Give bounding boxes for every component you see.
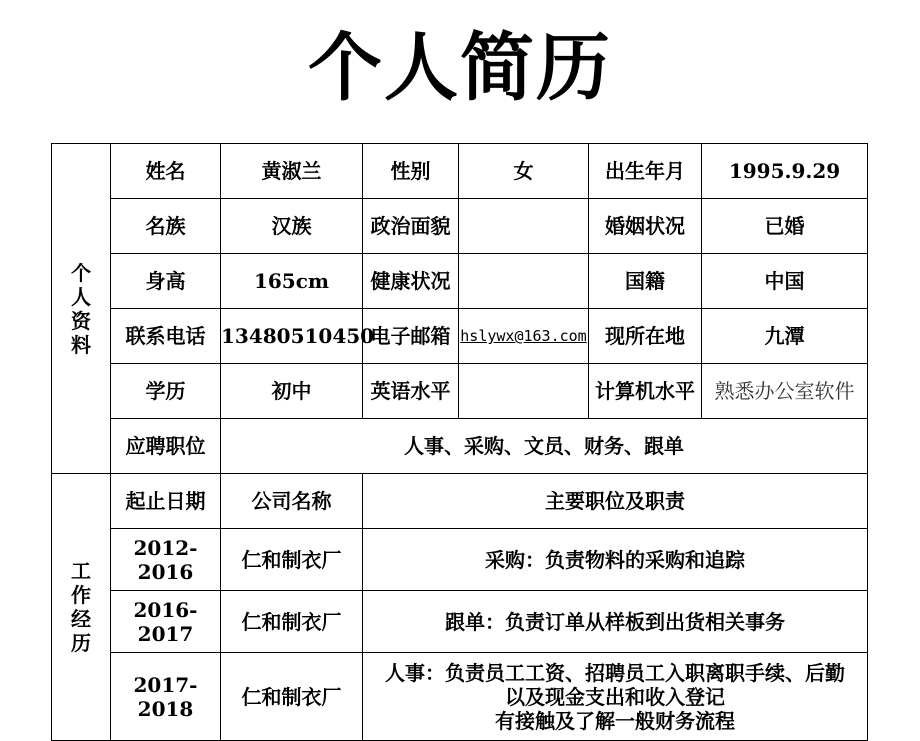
gender-value: 女 (459, 144, 589, 199)
email-label: 电子邮箱 (363, 309, 459, 364)
company-header: 公司名称 (221, 474, 363, 529)
work-company: 仁和制衣厂 (221, 529, 363, 591)
work-dates: 2017-2018 (111, 653, 221, 741)
work-duties: 采购：负责物料的采购和追踪 (363, 529, 868, 591)
work-dates: 2016-2017 (111, 591, 221, 653)
phone-label: 联系电话 (111, 309, 221, 364)
computer-value: 熟悉办公室软件 (702, 364, 868, 419)
marital-label: 婚姻状况 (589, 199, 702, 254)
section-char: 历 (71, 631, 91, 655)
height-value: 165cm (221, 254, 363, 309)
location-label: 现所在地 (589, 309, 702, 364)
work-dates: 2012-2016 (111, 529, 221, 591)
position-label: 应聘职位 (111, 419, 221, 474)
ethnicity-value: 汉族 (221, 199, 363, 254)
section-char: 料 (71, 332, 91, 357)
nationality-label: 国籍 (589, 254, 702, 309)
duty-line: 人事：负责员工工资、招聘员工入职离职手续、后勤 (385, 660, 845, 685)
health-label: 健康状况 (363, 254, 459, 309)
phone-value: 13480510450 (221, 309, 363, 364)
duty-line: 有接触及了解一般财务流程 (495, 708, 735, 733)
work-header-row (52, 474, 868, 529)
section-char: 人 (71, 284, 91, 309)
section-char: 工 (71, 559, 91, 583)
work-section-label (52, 474, 111, 741)
work-company: 仁和制衣厂 (221, 653, 363, 741)
work-row (52, 653, 868, 741)
section-char: 经 (71, 607, 91, 631)
work-row (52, 529, 868, 591)
name-label: 姓名 (111, 144, 221, 199)
height-label: 身高 (111, 254, 221, 309)
political-value (459, 199, 589, 254)
marital-value: 已婚 (702, 199, 868, 254)
gender-label: 性别 (363, 144, 459, 199)
duties-header: 主要职位及职责 (363, 474, 868, 529)
computer-label: 计算机水平 (589, 364, 702, 419)
birth-value: 1995.9.29 (702, 144, 868, 199)
position-value: 人事、采购、文员、财务、跟单 (221, 419, 868, 474)
work-duties: 跟单：负责订单从样板到出货相关事务 (363, 591, 868, 653)
personal-section-label (52, 144, 111, 474)
name-value: 黄淑兰 (221, 144, 363, 199)
email-link[interactable]: hslywx@163.com (459, 309, 589, 364)
ethnicity-label: 名族 (111, 199, 221, 254)
work-company: 仁和制衣厂 (221, 591, 363, 653)
document-title: 个人简历 (308, 25, 612, 111)
personal-row-1 (52, 144, 868, 199)
resume-table (51, 143, 868, 741)
dates-header: 起止日期 (111, 474, 221, 529)
section-char: 个 (71, 260, 91, 285)
section-char: 作 (71, 583, 91, 607)
personal-row-5 (52, 364, 868, 419)
education-label: 学历 (111, 364, 221, 419)
location-value: 九潭 (702, 309, 868, 364)
work-row (52, 591, 868, 653)
work-duties (363, 653, 868, 741)
personal-row-2 (52, 199, 868, 254)
personal-row-6 (52, 419, 868, 474)
birth-label: 出生年月 (589, 144, 702, 199)
personal-row-3 (52, 254, 868, 309)
personal-row-4 (52, 309, 868, 364)
english-value (459, 364, 589, 419)
education-value: 初中 (221, 364, 363, 419)
health-value (459, 254, 589, 309)
english-label: 英语水平 (363, 364, 459, 419)
nationality-value: 中国 (702, 254, 868, 309)
political-label: 政治面貌 (363, 199, 459, 254)
duty-line: 以及现金支出和收入登记 (505, 684, 725, 709)
section-char: 资 (71, 308, 91, 333)
